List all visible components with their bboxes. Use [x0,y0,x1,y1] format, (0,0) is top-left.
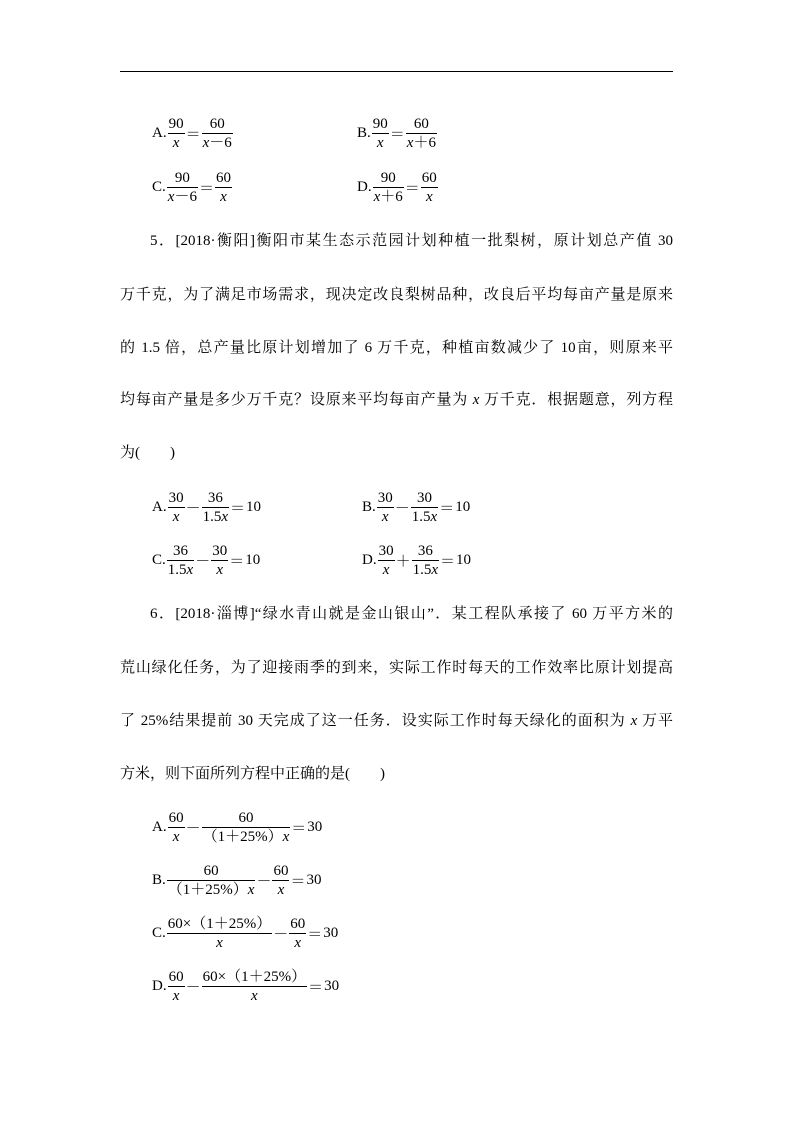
numerator: 90 [167,169,198,188]
denominator-coefficient: 1.5 [412,562,432,578]
q5-stem-line-5: 为( ) [120,445,175,461]
equals-sign: ＝ [229,554,245,570]
option-label: B. [357,125,371,141]
operator: － [256,874,272,890]
variable-x: x [425,189,433,205]
denominator [167,881,256,899]
numerator: 30 [168,490,184,506]
denominator [168,987,185,1005]
denominator [421,188,438,206]
fraction [167,862,256,899]
numerator: 90 [168,116,184,132]
denominator [168,828,185,846]
q5-stem-line-3: 的 1.5 倍，总产量比原计划增加了 6 万千克，种植亩数减少了 10亩，则原来平 [120,340,673,356]
q6-stem-line-1: 6．[2018·淄博]“绿水青山就是金山银山”．某工程队承接了 60 万平方米的 [150,606,673,622]
numerator: 90 [373,169,404,188]
equals-sign: ＝ [185,127,201,143]
fraction [411,489,438,526]
denominator [167,561,194,579]
variable-x: x [172,509,180,525]
denominator [412,561,439,579]
variable-x: x [430,509,438,525]
fraction [412,542,439,579]
text-segment: 万平 [637,713,673,729]
q6-option-a [152,809,322,846]
variable-x: x [172,988,180,1004]
fraction [167,169,198,206]
variable-x: x [247,882,255,898]
variable-x: x [251,988,258,1004]
header-rule [120,71,673,72]
variable-x: x [294,935,302,951]
right-hand-side: 10 [245,552,261,568]
denominator [167,934,272,952]
operator: － [273,927,289,943]
denominator [373,188,404,206]
right-hand-side: 30 [306,872,322,888]
option-label: A. [152,819,167,835]
right-hand-side: 10 [456,552,472,568]
denominator [168,134,185,152]
operator: － [394,501,410,517]
numerator: 90 [372,116,388,132]
right-hand-side: 10 [246,499,262,515]
q6-option-d [152,968,339,1005]
option-label: A. [152,125,167,141]
q5-stem-line-4 [120,390,673,410]
denominator-coefficient: 1.5 [411,509,431,525]
variable-x: x [167,189,175,205]
denominator [202,134,233,152]
variable-x: x [172,829,180,845]
denominator [377,508,394,526]
fraction [373,169,404,206]
fraction [378,542,395,579]
denominator-rest: ＋6 [380,189,403,205]
q6-stem-line-2: 荒山绿化任务，为了迎接雨季的到来，实际工作时每天的工作效率比原计划提高 [120,660,673,676]
numerator: 60 [168,969,184,985]
fraction [168,115,185,152]
numerator: 60 [421,170,437,186]
q5-option-a [152,489,261,526]
numerator: 60×（1＋25%） [167,916,272,932]
option-label: D. [152,978,167,994]
variable-x: x [373,189,381,205]
equals-sign: ＝ [389,127,405,143]
variable-x: x [381,509,389,525]
variable-x: x [431,562,439,578]
fraction [168,968,185,1005]
denominator [372,134,389,152]
variable-x: x [216,935,223,951]
denominator-rest: －6 [174,189,197,205]
text-segment: 均每亩产量是多少万千克？设原来平均每亩产量为 [120,392,473,408]
numerator: 30 [212,543,228,559]
denominator-rest: ＋6 [413,135,436,151]
variable-x: x [472,392,480,408]
denominator [168,508,185,526]
right-hand-side: 30 [324,978,340,994]
numerator: 30 [378,543,394,559]
fraction [211,542,228,579]
numerator: 60 [202,809,291,828]
equals-sign: ＝ [308,980,324,996]
q5-option-c [152,542,260,579]
denominator [406,134,437,152]
denominator [202,987,307,1005]
variable-x: x [277,882,285,898]
fraction [167,542,194,579]
option-label: B. [152,872,166,888]
denominator [272,881,289,899]
q6-option-c [152,915,338,952]
variable-x: x [216,562,224,578]
q6-stem-line-3 [120,711,673,731]
text-segment: 万千克．根据题意，列方程 [479,392,673,408]
numerator: 60 [168,810,184,826]
denominator-coefficient: （1＋25%） [167,882,248,898]
fraction [202,489,229,526]
q5-option-d [362,542,471,579]
q4-option-d [357,169,438,206]
numerator: 60 [406,115,437,134]
q4-option-a [152,115,233,152]
equals-sign: ＝ [307,927,323,943]
fraction [272,862,289,899]
option-label: C. [152,179,166,195]
numerator: 36 [412,542,439,561]
variable-x: x [221,509,229,525]
numerator: 60 [273,863,289,879]
equals-sign: ＝ [404,181,420,197]
variable-x: x [186,562,194,578]
denominator [411,508,438,526]
fraction [377,489,394,526]
q4-option-b [357,115,437,152]
operator: － [185,980,201,996]
operator: ＋ [395,554,411,570]
equals-sign: ＝ [198,181,214,197]
denominator-rest: －6 [209,135,232,151]
fraction [168,489,185,526]
q5-stem-line-2: 万千克，为了满足市场需求，现决定改良梨树品种，改良后平均每亩产量是原来 [120,287,673,303]
equals-sign: ＝ [230,501,246,517]
denominator [378,561,395,579]
fraction [202,809,291,846]
variable-x: x [382,562,390,578]
numerator: 60 [202,115,233,134]
numerator: 60 [290,916,306,932]
equals-sign: ＝ [291,821,307,837]
variable-x: x [220,189,227,205]
fraction [202,115,233,152]
fraction [289,915,306,952]
numerator: 36 [202,489,229,508]
operator: － [185,821,201,837]
numerator: 30 [411,489,438,508]
option-label: B. [362,499,376,515]
option-label: D. [362,552,377,568]
fraction [406,115,437,152]
q5-stem-line-1: 5．[2018·衡阳]衡阳市某生态示范园计划种植一批梨树，原计划总产值 30 [150,233,673,249]
fraction [215,169,232,206]
operator: － [195,554,211,570]
denominator-coefficient: （1＋25%） [202,829,283,845]
denominator [211,561,228,579]
right-hand-side: 10 [455,499,471,515]
operator: － [185,501,201,517]
denominator-coefficient: 1.5 [202,509,222,525]
q5-option-b [362,489,470,526]
right-hand-side: 30 [323,925,339,941]
option-label: D. [357,179,372,195]
fraction [168,809,185,846]
text-segment: 了 25%结果提前 30 天完成了这一任务．设实际工作时每天绿化的面积为 [120,713,631,729]
denominator-coefficient: 1.5 [167,562,187,578]
numerator: 30 [377,490,393,506]
variable-x: x [172,135,180,151]
numerator: 60×（1＋25%） [202,969,307,985]
variable-x: x [406,135,414,151]
right-hand-side: 30 [307,819,323,835]
q4-option-c [152,169,232,206]
fraction [421,169,438,206]
variable-x: x [630,713,638,729]
denominator [289,934,306,952]
q6-stem-line-4: 方米，则下面所列方程中正确的是( ) [120,766,385,782]
denominator [215,188,232,206]
variable-x: x [282,829,290,845]
numerator: 60 [215,170,231,186]
numerator: 36 [167,542,194,561]
denominator [167,188,198,206]
numerator: 60 [167,862,256,881]
variable-x: x [376,135,384,151]
option-label: A. [152,499,167,515]
denominator [202,508,229,526]
fraction [167,915,272,952]
equals-sign: ＝ [440,554,456,570]
equals-sign: ＝ [290,874,306,890]
option-label: C. [152,925,166,941]
fraction [372,115,389,152]
option-label: C. [152,552,166,568]
q6-option-b [152,862,321,899]
fraction [202,968,307,1005]
denominator [202,828,291,846]
variable-x: x [202,135,210,151]
equals-sign: ＝ [439,501,455,517]
